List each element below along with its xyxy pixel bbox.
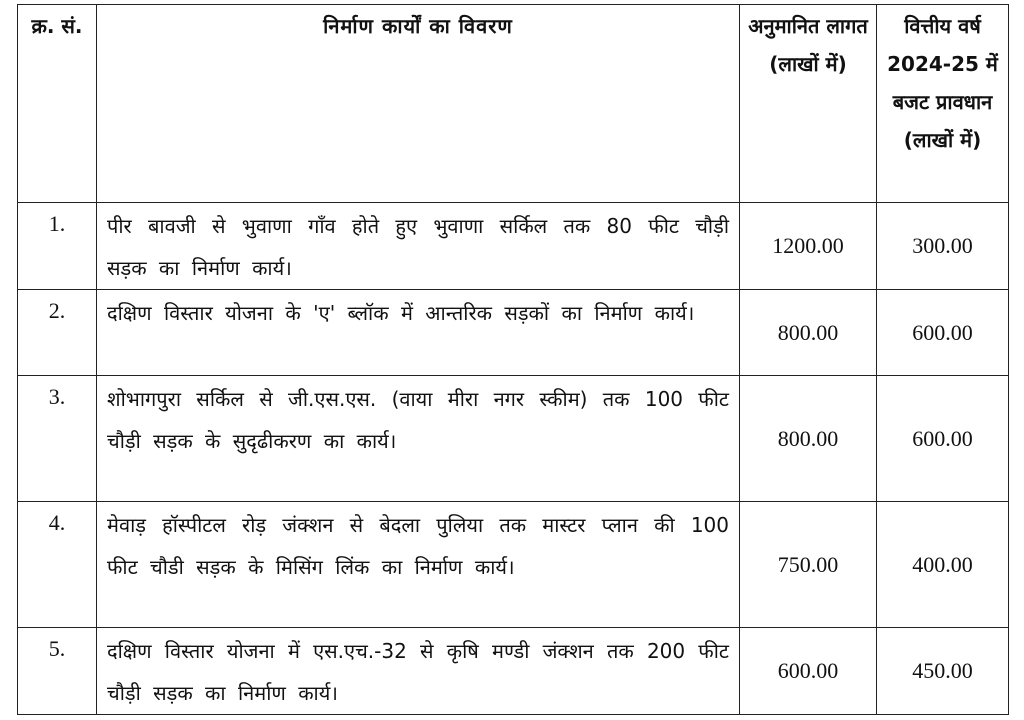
- serial-cell: 2.: [18, 290, 97, 376]
- budget-cell: 300.00: [877, 203, 1009, 290]
- serial-cell: 1.: [18, 203, 97, 290]
- description-cell: मेवाड़ हॉस्पीटल रोड़ जंक्शन से बेदला पुलिया तक मास्टर प्लान की 100 फीट चौडी सड़क के मिसिंग लिंक का निर्माण कार्य।: [97, 502, 740, 628]
- table-row: [18, 376, 1009, 502]
- header-description: निर्माण कार्यों का विवरण: [97, 5, 740, 203]
- serial-cell: 3.: [18, 376, 97, 502]
- estimated-cost-cell: 1200.00: [740, 203, 877, 290]
- estimated-cost-cell: 750.00: [740, 502, 877, 628]
- table-row: [18, 203, 1009, 290]
- header-estimated-cost: अनुमानित लागत (लाखों में): [740, 5, 877, 203]
- table-row: [18, 502, 1009, 628]
- estimated-cost-cell: 800.00: [740, 376, 877, 502]
- estimated-cost-cell: 800.00: [740, 290, 877, 376]
- budget-cell: 400.00: [877, 502, 1009, 628]
- description-cell: दक्षिण विस्तार योजना में एस.एच.-32 से कृषि मण्डी जंक्शन तक 200 फीट चौड़ी सड़क का निर्माण कार्य।: [97, 628, 740, 715]
- header-row: [18, 5, 1009, 203]
- description-cell: पीर बावजी से भुवाणा गाँव होते हुए भुवाणा सर्किल तक 80 फीट चौड़ी सड़क का निर्माण कार्य।: [97, 203, 740, 290]
- works-table: [17, 4, 1009, 715]
- serial-cell: 4.: [18, 502, 97, 628]
- header-budget: वित्तीय वर्ष 2024-25 में बजट प्रावधान (लाखों में): [877, 5, 1009, 203]
- estimated-cost-cell: 600.00: [740, 628, 877, 715]
- budget-cell: 450.00: [877, 628, 1009, 715]
- budget-cell: 600.00: [877, 376, 1009, 502]
- budget-cell: 600.00: [877, 290, 1009, 376]
- table-row: [18, 290, 1009, 376]
- description-cell: शोभागपुरा सर्किल से जी.एस.एस. (वाया मीरा नगर स्कीम) तक 100 फीट चौड़ी सड़क के सुदृढीकरण का कार्य।: [97, 376, 740, 502]
- serial-cell: 5.: [18, 628, 97, 715]
- table-row: [18, 628, 1009, 715]
- header-serial: क्र. सं.: [18, 5, 97, 203]
- description-cell: दक्षिण विस्तार योजना के 'ए' ब्लॉक में आन्तरिक सड़कों का निर्माण कार्य।: [97, 290, 740, 376]
